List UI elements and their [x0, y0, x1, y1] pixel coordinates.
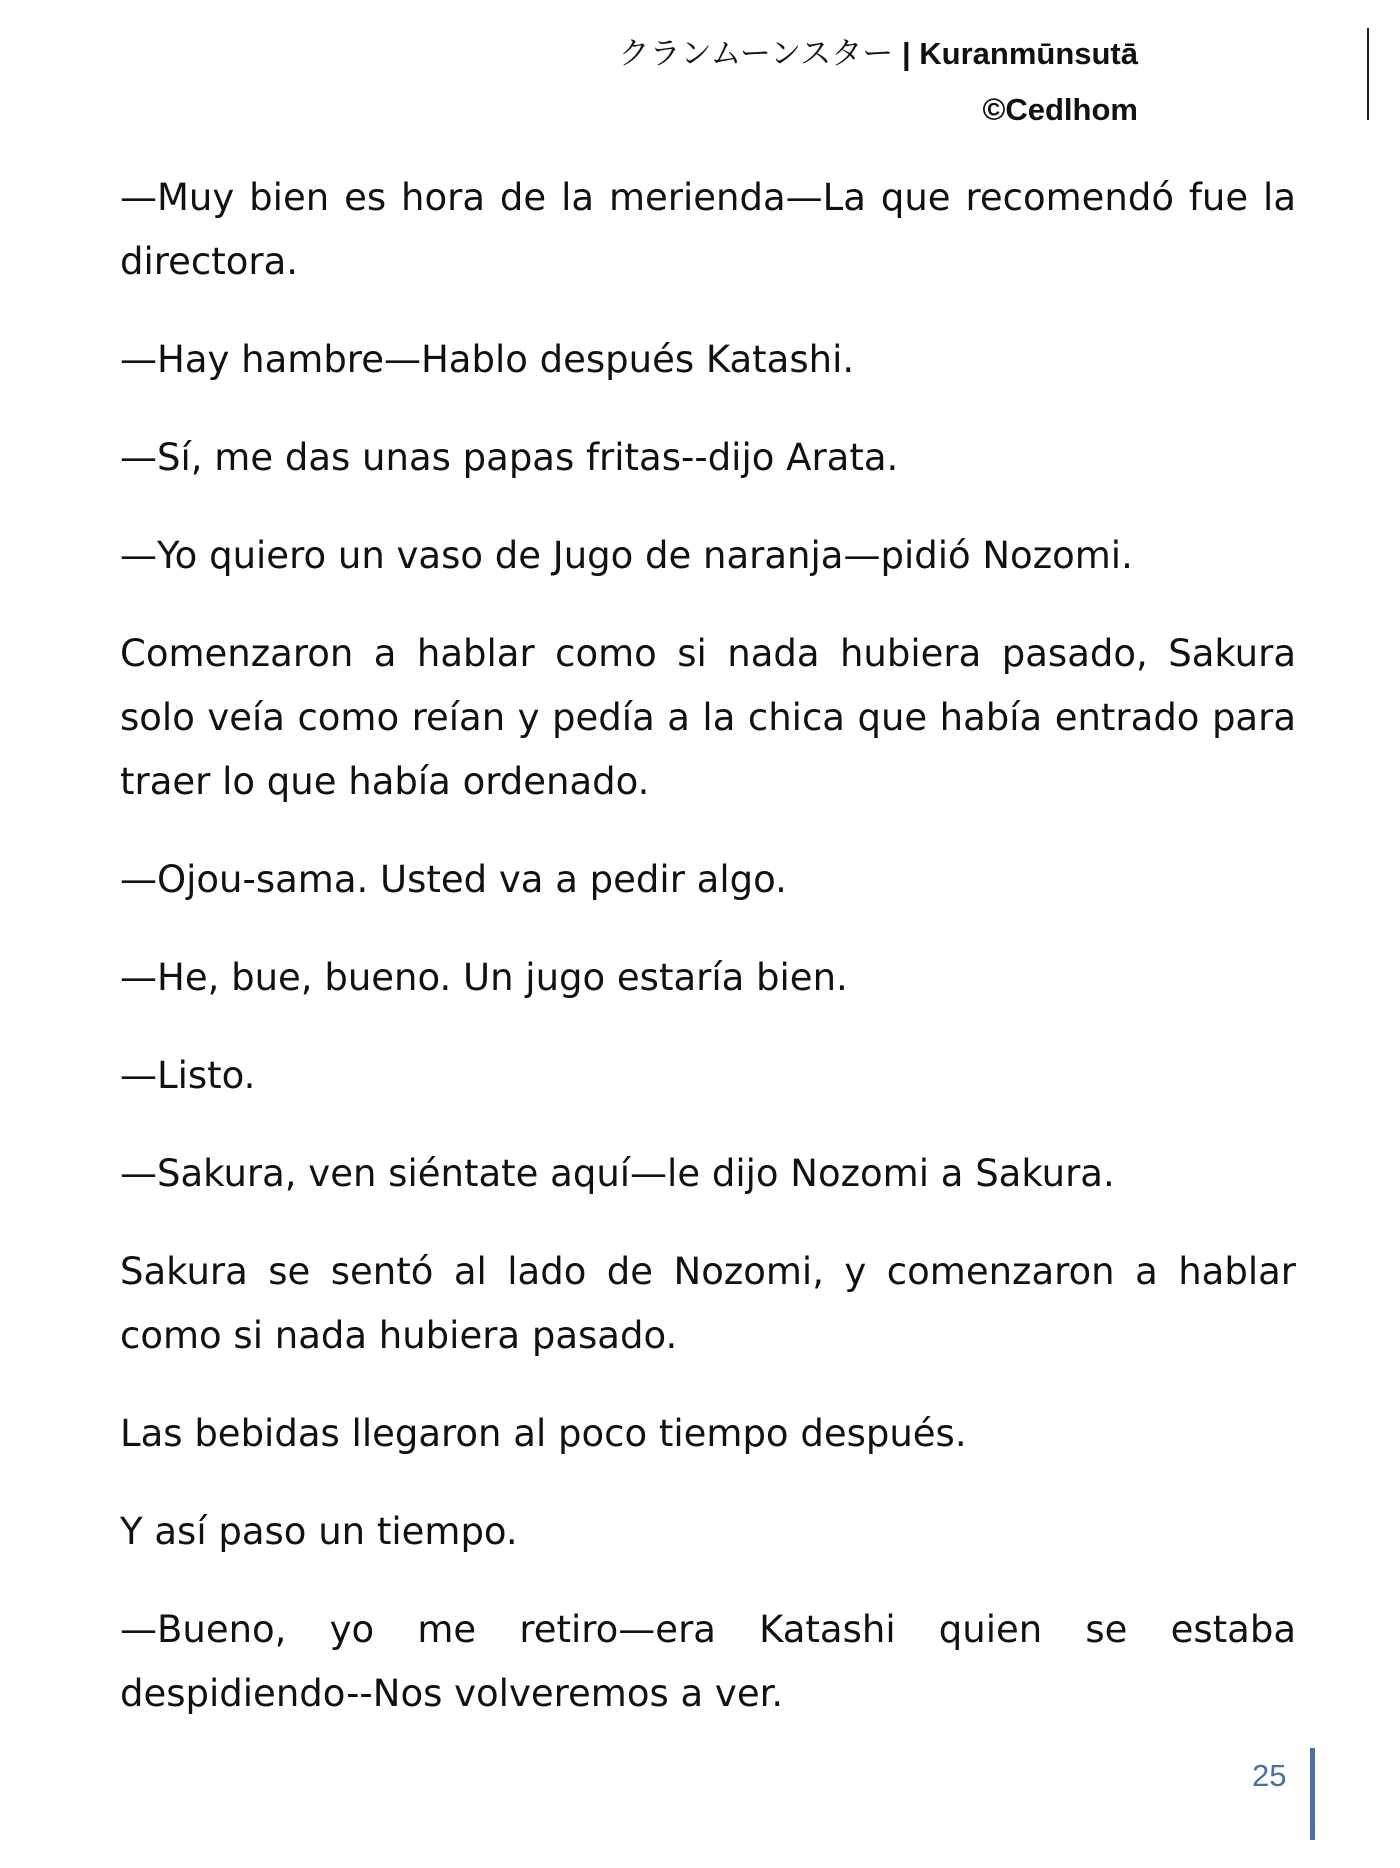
header-title-romaji: Kuranmūnsutā: [919, 36, 1138, 71]
header-title-line: [619, 26, 1138, 82]
page-body: [120, 166, 1296, 1760]
paragraph: Comenzaron a hablar como si nada hubiera pasado, Sakura solo veía como reían y pedía a la chica que había entrado para traer lo que había ordenado.: [120, 632, 1296, 803]
page-number: 25: [1252, 1758, 1287, 1793]
paragraph: —He, bue, bueno. Un jugo estaría bien.: [120, 956, 848, 999]
paragraph: —Bueno, yo me retiro—era Katashi quien se estaba despidiendo--Nos volveremos a ver.: [120, 1608, 1296, 1715]
paragraph: —Muy bien es hora de la merienda—La que recomendó fue la directora.: [120, 176, 1296, 283]
paragraph: —Listo.: [120, 1054, 256, 1097]
footer-rule: [1310, 1748, 1315, 1840]
header-rule: [1367, 28, 1369, 120]
paragraph: Y así paso un tiempo.: [120, 1510, 518, 1553]
header-separator: |: [901, 36, 911, 71]
paragraph: —Ojou-sama. Usted va a pedir algo.: [120, 858, 787, 901]
paragraph: —Yo quiero un vaso de Jugo de naranja—pidió Nozomi.: [120, 534, 1133, 577]
header-copyright: ©Cedlhom: [982, 92, 1138, 127]
paragraph: —Sakura, ven siéntate aquí—le dijo Nozomi a Sakura.: [120, 1152, 1115, 1195]
paragraph: —Sí, me das unas papas fritas--dijo Arata.: [120, 436, 899, 479]
paragraph: Sakura se sentó al lado de Nozomi, y comenzaron a hablar como si nada hubiera pasado.: [120, 1250, 1296, 1357]
paragraph: Las bebidas llegaron al poco tiempo después.: [120, 1412, 967, 1455]
paragraph: —Hay hambre—Hablo después Katashi.: [120, 338, 855, 381]
page-header: [619, 26, 1138, 138]
header-title-jp: クランムーンスター: [618, 36, 894, 72]
